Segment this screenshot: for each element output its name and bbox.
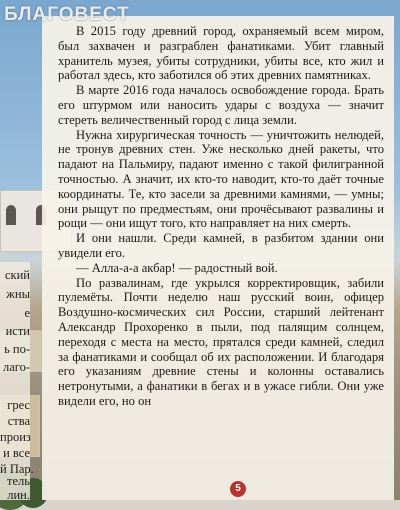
paragraph: — Алла-а-а акбар! — радостный вой. bbox=[76, 260, 278, 275]
paragraph: И они нашли. Среди камней, в разбитом здании они увидели его. bbox=[58, 231, 384, 260]
publisher-watermark bbox=[4, 4, 130, 26]
left-column-fragment: ства bbox=[7, 414, 30, 428]
article-body bbox=[58, 24, 384, 409]
left-column-fragment: жны bbox=[6, 287, 30, 301]
left-column-fragment: ский bbox=[5, 268, 30, 282]
paragraph: Нужна хирургическая точность — уничтожить нелюдей, не тронув древних стен. Уже несколько дней ракеты, что падают на Пальмиру, падают именно с такой филигранной точностью. А значит, их кто-то наводит, кто-то даёт точные координаты. Те, кто засели за древними камнями, — умны; они рыщут по предместьям, они прочёсывают развалины и рощи — они ищут того, кто направляет на них смерть. bbox=[58, 127, 384, 231]
left-column-fragment: лаго- bbox=[2, 360, 30, 374]
left-column-fragment: произ bbox=[0, 430, 31, 444]
paragraph: В 2015 году древний город, охраняемый всем миром, был захвачен и разграблен фанатиками. Убит главный хранитель музея, убиты сотрудники, убиты все, кто жил и работал здесь, кто заботился об этих древних памятниках. bbox=[58, 24, 384, 83]
left-column-fragment: исти bbox=[5, 324, 30, 338]
left-column-fragment: й Пар. bbox=[0, 462, 34, 476]
left-column-fragment: и все bbox=[3, 446, 30, 460]
paragraph: В марте 2016 года началось освобождение города. Брать его штурмом или наносить удары с воздуха — значит стереть величественный город с лица земли. bbox=[58, 83, 384, 127]
left-column-fragment: лин. bbox=[7, 488, 30, 502]
page-number: 5 bbox=[230, 481, 246, 497]
brand-text: БЛАГОВЕСТ bbox=[4, 4, 130, 25]
left-column-fragment: е bbox=[24, 306, 30, 320]
left-column-fragment: грес bbox=[7, 398, 30, 412]
paragraph: По развалинам, где укрылся корректировщик, забили пулемёты. Почти неделю наш русский воин, офицер Воздушно-космических сил России, старший лейтенант Александр Прохоренко в пыли, под палящим солнцем, переходя с места на место, прятался среди камней, следил за фанатиками и сообщал об их расположении. И благодаря его указаниям древние стены и колонны оставались нетронутыми, а фанатики в бегах и в ужасе гибли. Они уже видели его, но он bbox=[58, 275, 384, 408]
left-column-fragment: ь по- bbox=[4, 342, 30, 356]
arched-window bbox=[6, 205, 16, 225]
left-column-fragment: тель bbox=[7, 474, 30, 488]
